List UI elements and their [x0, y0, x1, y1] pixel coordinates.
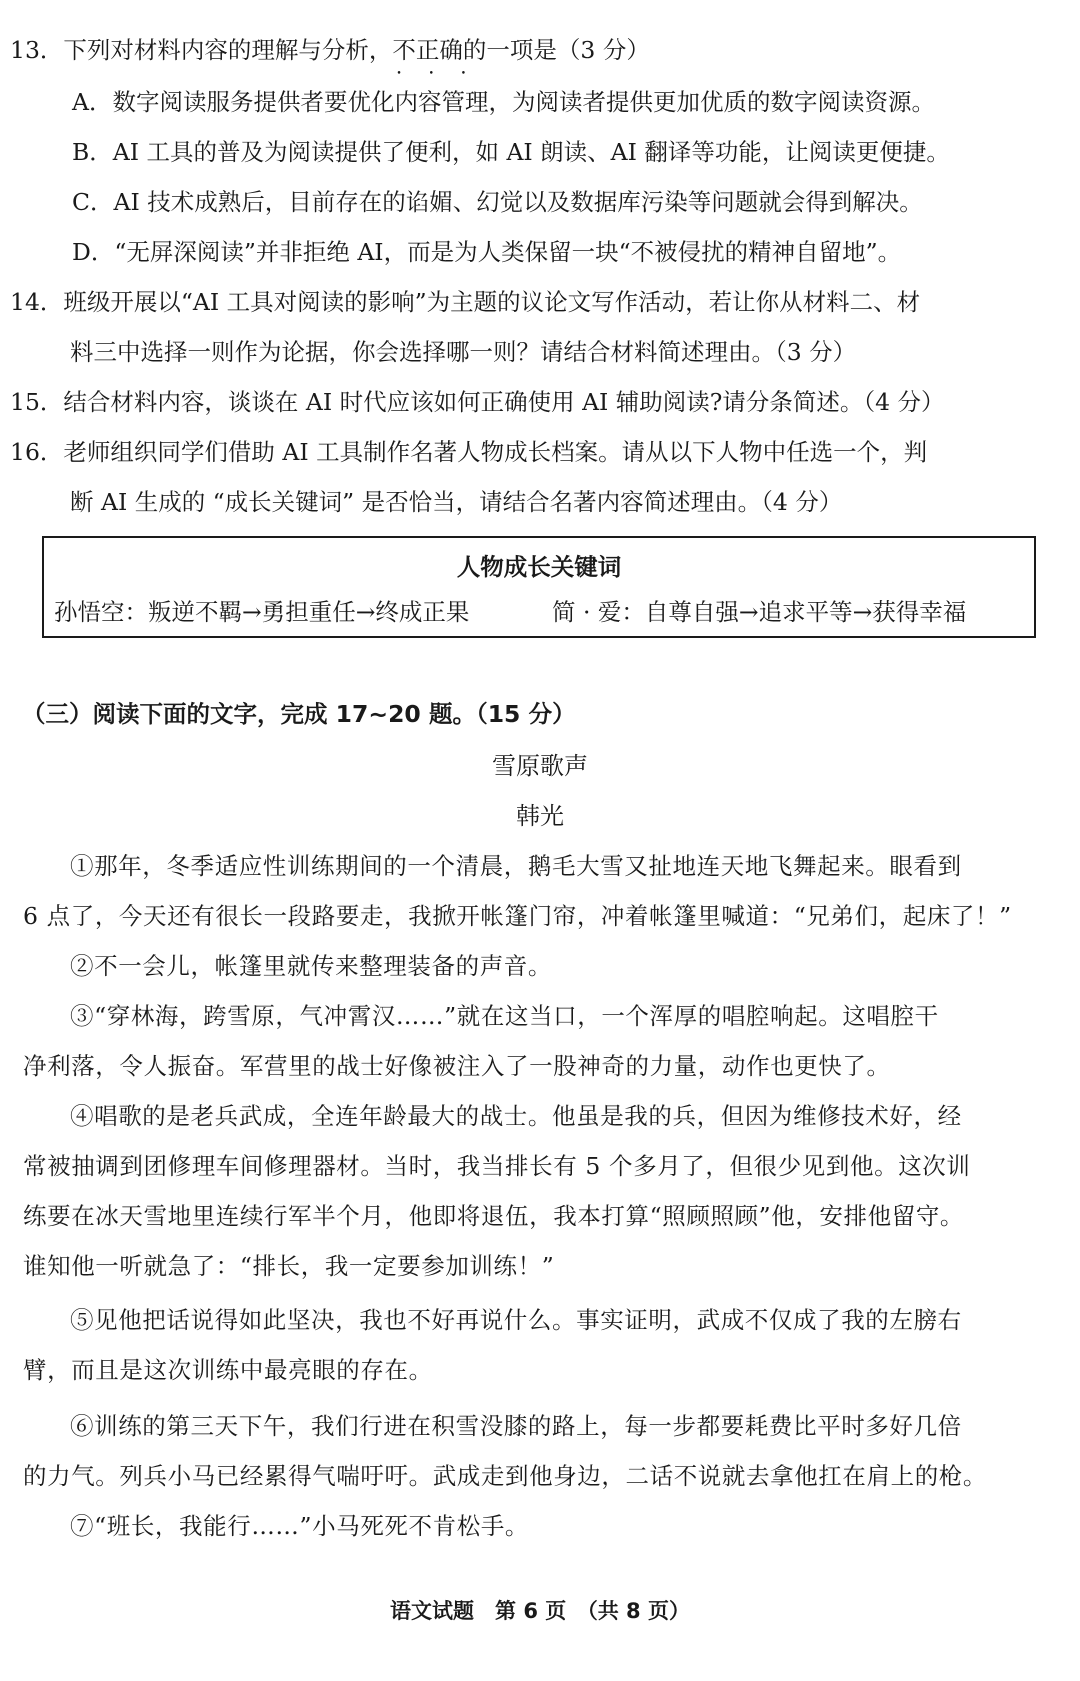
question-13-text-before: 下列对材料内容的理解与分析， [63, 36, 393, 64]
keyword-box [42, 536, 1036, 638]
question-13-text-after: 的一项是（3 分） [462, 36, 650, 64]
question-13-option-a: A．数字阅读服务提供者要优化内容管理，为阅读者提供更加优质的数字阅读资源。 [72, 88, 935, 116]
question-13-option-d: D．“无屏深阅读”并非拒绝 AI，而是为人类保留一块“不被侵扰的精神自留地”。 [72, 238, 902, 266]
question-13-number: 13． [10, 36, 64, 64]
passage-line: ⑥训练的第三天下午，我们行进在积雪没膝的路上，每一步都要耗费比平时多好几倍 [70, 1412, 962, 1440]
question-13-emphasis: 不正确 • • • [392, 36, 463, 64]
passage-line: ②不一会儿，帐篷里就传来整理装备的声音。 [70, 952, 552, 980]
passage-line: 常被抽调到团修理车间修理器材。当时，我当排长有 5 个多月了，但很少见到他。这次训 [23, 1152, 971, 1180]
passage-line: 的力气。列兵小马已经累得气喘吁吁。武成走到他身边，二话不说就去拿他扛在肩上的枪。 [23, 1462, 987, 1490]
passage-line: 净利落，令人振奋。军营里的战士好像被注入了一股神奇的力量，动作也更快了。 [23, 1052, 891, 1080]
passage-author: 韩光 [516, 802, 564, 830]
passage-line: ③“穿林海，跨雪原，气冲霄汉……”就在这当口，一个浑厚的唱腔响起。这唱腔干 [70, 1002, 939, 1030]
passage-line: ⑤见他把话说得如此坚决，我也不好再说什么。事实证明，武成不仅成了我的左膀右 [70, 1306, 962, 1334]
passage-line: ⑦“班长，我能行……”小马死死不肯松手。 [70, 1512, 530, 1540]
question-14-line-1: 14．班级开展以“AI 工具对阅读的影响”为主题的议论文写作活动，若让你从材料二、材 [10, 288, 921, 316]
passage-line: 臂，而且是这次训练中最亮眼的存在。 [23, 1356, 433, 1384]
keyword-box-title: 人物成长关键词 [456, 553, 622, 581]
question-13-option-b: B．AI 工具的普及为阅读提供了便利，如 AI 朗读、AI 翻译等功能，让阅读更便捷。 [72, 138, 950, 166]
section-heading: （三）阅读下面的文字，完成 17~20 题。（15 分） [22, 700, 576, 728]
question-13-option-c: C．AI 技术成熟后，目前存在的谄媚、幻觉以及数据库污染等问题就会得到解决。 [72, 188, 923, 216]
passage-title: 雪原歌声 [492, 752, 588, 780]
question-16-line-2: 断 AI 生成的 “成长关键词” 是否恰当，请结合名著内容简述理由。（4 分） [70, 488, 843, 516]
passage-line: ④唱歌的是老兵武成，全连年龄最大的战士。他虽是我的兵，但因为维修技术好，经 [70, 1102, 962, 1130]
passage-line: 谁知他一听就急了：“排长，我一定要参加训练！” [23, 1252, 555, 1280]
question-15-line-1: 15．结合材料内容，谈谈在 AI 时代应该如何正确使用 AI 辅助阅读?请分条简述。（4 分） [10, 388, 945, 416]
question-16-line-1: 16．老师组织同学们借助 AI 工具制作名著人物成长档案。请从以下人物中任选一个，判 [10, 438, 928, 466]
passage-line: 6 点了，今天还有很长一段路要走，我掀开帐篷门帘，冲着帐篷里喊道：“兄弟们，起床了！” [23, 902, 1012, 930]
page-footer: 语文试题 第 6 页 （共 8 页） [390, 1599, 690, 1623]
passage-line: 练要在冰天雪地里连续行军半个月，他即将退伍，我本打算“照顾照顾”他，安排他留守。 [23, 1202, 965, 1230]
question-14-line-2: 料三中选择一则作为论据，你会选择哪一则？请结合材料简述理由。（3 分） [70, 338, 857, 366]
keyword-sun-wukong: 孙悟空：叛逆不羁→勇担重任→终成正果 [54, 598, 470, 626]
keyword-jane-eyre: 简 · 爱：自尊自强→追求平等→获得幸福 [552, 598, 967, 626]
passage-line: ①那年，冬季适应性训练期间的一个清晨，鹅毛大雪又扯地连天地飞舞起来。眼看到 [70, 852, 962, 880]
question-13-stem [10, 34, 650, 66]
